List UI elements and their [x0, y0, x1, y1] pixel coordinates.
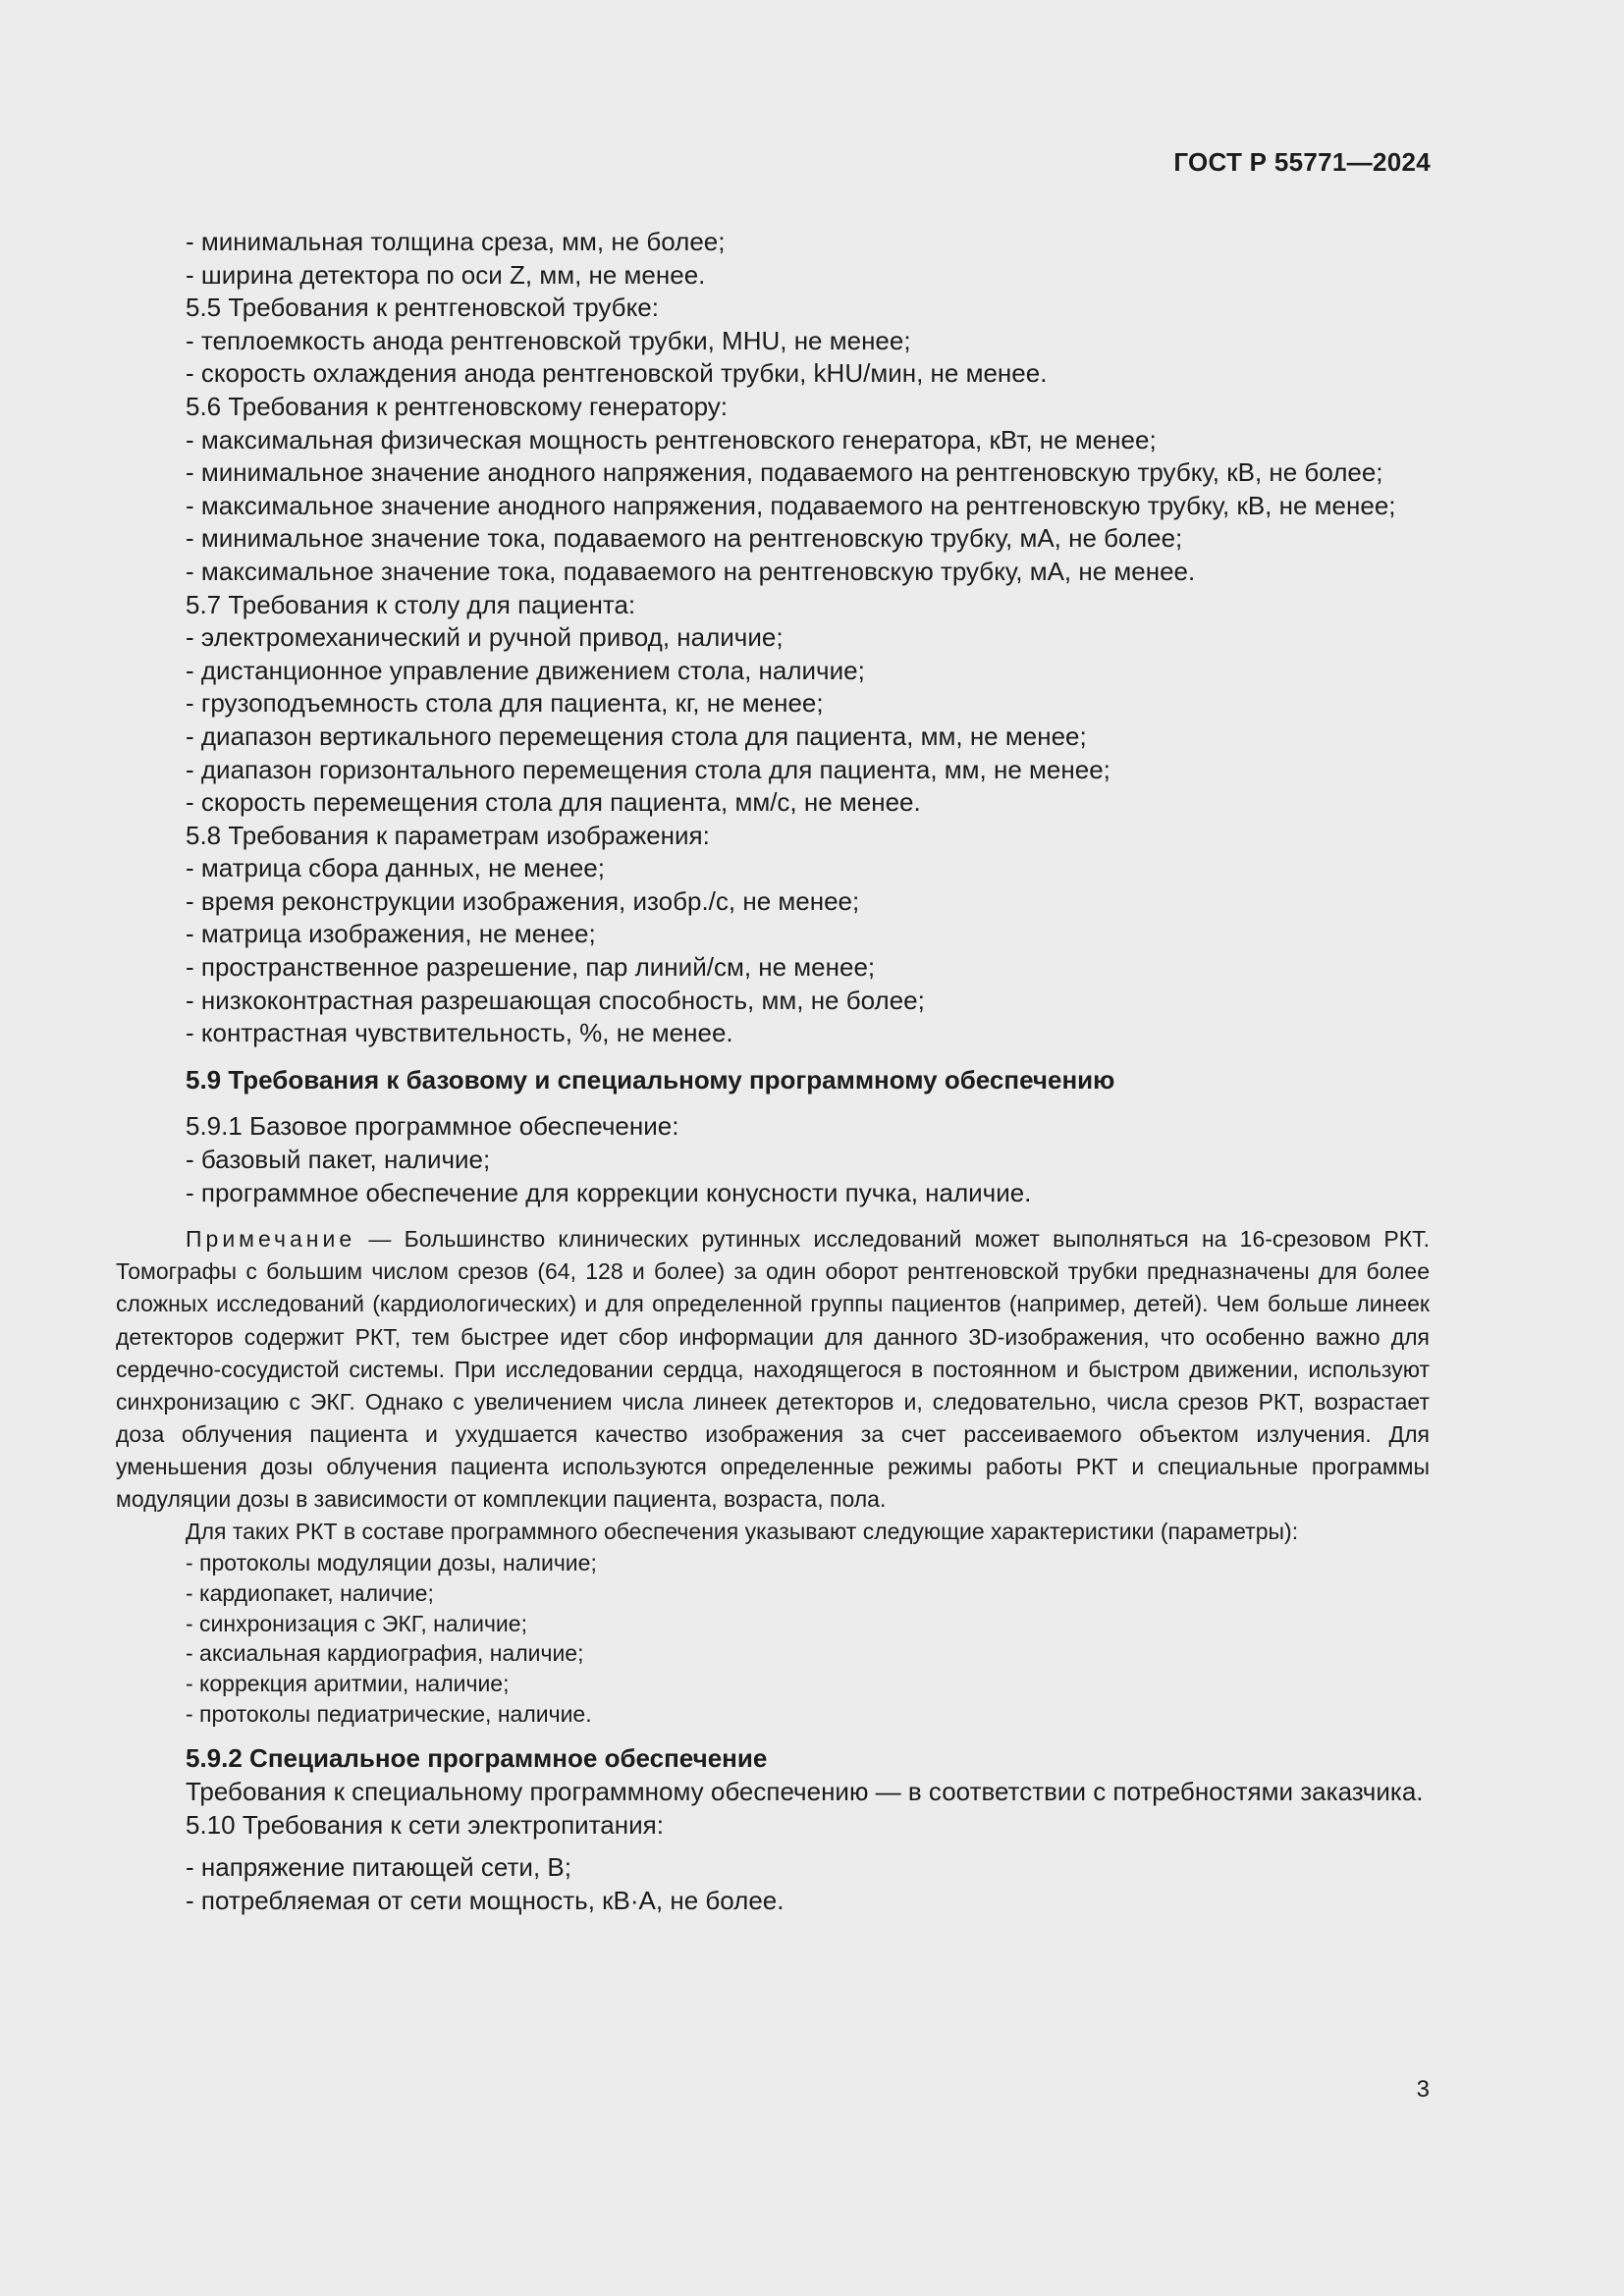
list-item: - протоколы педиатрические, наличие. [186, 1700, 592, 1727]
text-line: - диапазон вертикального перемещения стола для пациента, мм, не менее; [186, 721, 1087, 751]
list-item: - синхронизация с ЭКГ, наличие; [186, 1610, 527, 1636]
list-item: - протоколы модуляции дозы, наличие; [186, 1550, 597, 1576]
section-title-5-9: 5.9 Требования к базовому и специальному программному обеспечению [186, 1064, 1115, 1095]
text-line: - максимальная физическая мощность рентгеновского генератора, кВт, не менее; [186, 424, 1157, 454]
text-line: - электромеханический и ручной привод, наличие; [186, 622, 784, 653]
text-line: - теплоемкость анода рентгеновской трубки, MHU, не менее; [186, 325, 911, 355]
document-header: ГОСТ Р 55771—2024 [1173, 147, 1431, 177]
text-line: - потребляемая от сети мощность, кВ·А, не более. [186, 1885, 785, 1915]
text-line: - минимальное значение тока, подаваемого на рентгеновскую трубку, мА, не более; [186, 523, 1183, 554]
note-label: Примечание [186, 1226, 356, 1253]
note-block [116, 1223, 1430, 1729]
text-line: - контрастная чувствительность, %, не менее. [186, 1018, 733, 1048]
text-line: - время реконструкции изображения, изобр./с, не менее; [186, 885, 860, 916]
page-number: 3 [1416, 2076, 1430, 2103]
list-item: - кардиопакет, наличие; [186, 1579, 434, 1606]
list-item: - аксиальная кардиография, наличие; [186, 1640, 584, 1667]
text-paragraph: - максимальное значение анодного напряжения, подаваемого на рентгеновскую трубку, кВ, не менее; [186, 490, 1396, 520]
section-heading: 5.7 Требования к столу для пациента: [186, 589, 636, 619]
section-heading: 5.10 Требования к сети электропитания: [186, 1809, 664, 1840]
note-text: — Большинство клинических рутинных исследований может выполняться на 16-срезовом РКТ. Томографы с большим числом срезов (64, 128 и более) за один оборот рентгеновской трубки предназначены для более сложных исследований (кардиологических) и для определенной группы пациентов (например, детей). Чем больше линеек детекторов содержит РКТ, тем быстрее идет сбор информации для данного 3D-изображения, что особенно важно для сердечно-сосудистой системы. При исследовании сердца, находящегося в постоянном и быстром движении, используют синхронизацию с ЭКГ. Однако с увеличением числа линеек детекторов и, следовательно, числа срезов РКТ, возрастает доза облучения пациента и ухудшается качество изображения за счет рассеиваемого объектом излучения. Для уменьшения дозы облучения пациента используются определенные режимы работы РКТ и специальные программы модуляции дозы в зависимости от комплекции пациента, возраста, пола. [116, 1226, 1430, 1512]
subsection-heading: 5.9.1 Базовое программное обеспечение: [186, 1111, 679, 1142]
text-line: - минимальная толщина среза, мм, не более; [186, 227, 726, 256]
text-paragraph: - минимальное значение анодного напряжения, подаваемого на рентгеновскую трубку, кВ, не более; [186, 457, 1383, 488]
text-line: - ширина детектора по оси Z, мм, не менее. [186, 259, 706, 290]
note-paragraph [116, 1223, 1430, 1516]
page-body [116, 226, 1430, 1917]
text-line: - грузоподъемность стола для пациента, кг, не менее; [186, 688, 824, 719]
text-line: - матрица изображения, не менее; [186, 919, 596, 949]
text-line: - базовый пакет, наличие; [186, 1145, 491, 1175]
text-line: - диапазон горизонтального перемещения стола для пациента, мм, не менее; [186, 754, 1110, 784]
text-line: - напряжение питающей сети, В; [186, 1852, 571, 1883]
text-paragraph: Требования к специальному программному обеспечению — в соответствии с потребностями заказчика. [186, 1776, 1424, 1806]
section-heading: 5.8 Требования к параметрам изображения: [186, 820, 710, 850]
text-line: - низкоконтрастная разрешающая способность, мм, не более; [186, 985, 925, 1015]
list-item: - коррекция аритмии, наличие; [186, 1670, 510, 1696]
text-line: - скорость перемещения стола для пациента, мм/с, не менее. [186, 787, 921, 818]
text-line: - дистанционное управление движением стола, наличие; [186, 655, 865, 685]
note-intro: Для таких РКТ в составе программного обеспечения указывают следующие характеристики (параметры): [186, 1519, 1299, 1545]
note-list [116, 1548, 1430, 1729]
section-heading: 5.6 Требования к рентгеновскому генератору: [186, 391, 728, 421]
section-heading: 5.5 Требования к рентгеновской трубке: [186, 293, 659, 323]
text-line: - скорость охлаждения анода рентгеновской трубки, kHU/мин, не менее. [186, 358, 1048, 389]
text-line: - программное обеспечение для коррекции конусности пучка, наличие. [186, 1177, 1032, 1207]
text-line: - максимальное значение тока, подаваемого на рентгеновскую трубку, мА, не менее. [186, 556, 1196, 586]
text-line: - матрица сбора данных, не менее; [186, 853, 605, 883]
text-line: - пространственное разрешение, пар линий/см, не менее; [186, 952, 876, 983]
section-title-5-9-2: 5.9.2 Специальное программное обеспечение [186, 1743, 768, 1774]
